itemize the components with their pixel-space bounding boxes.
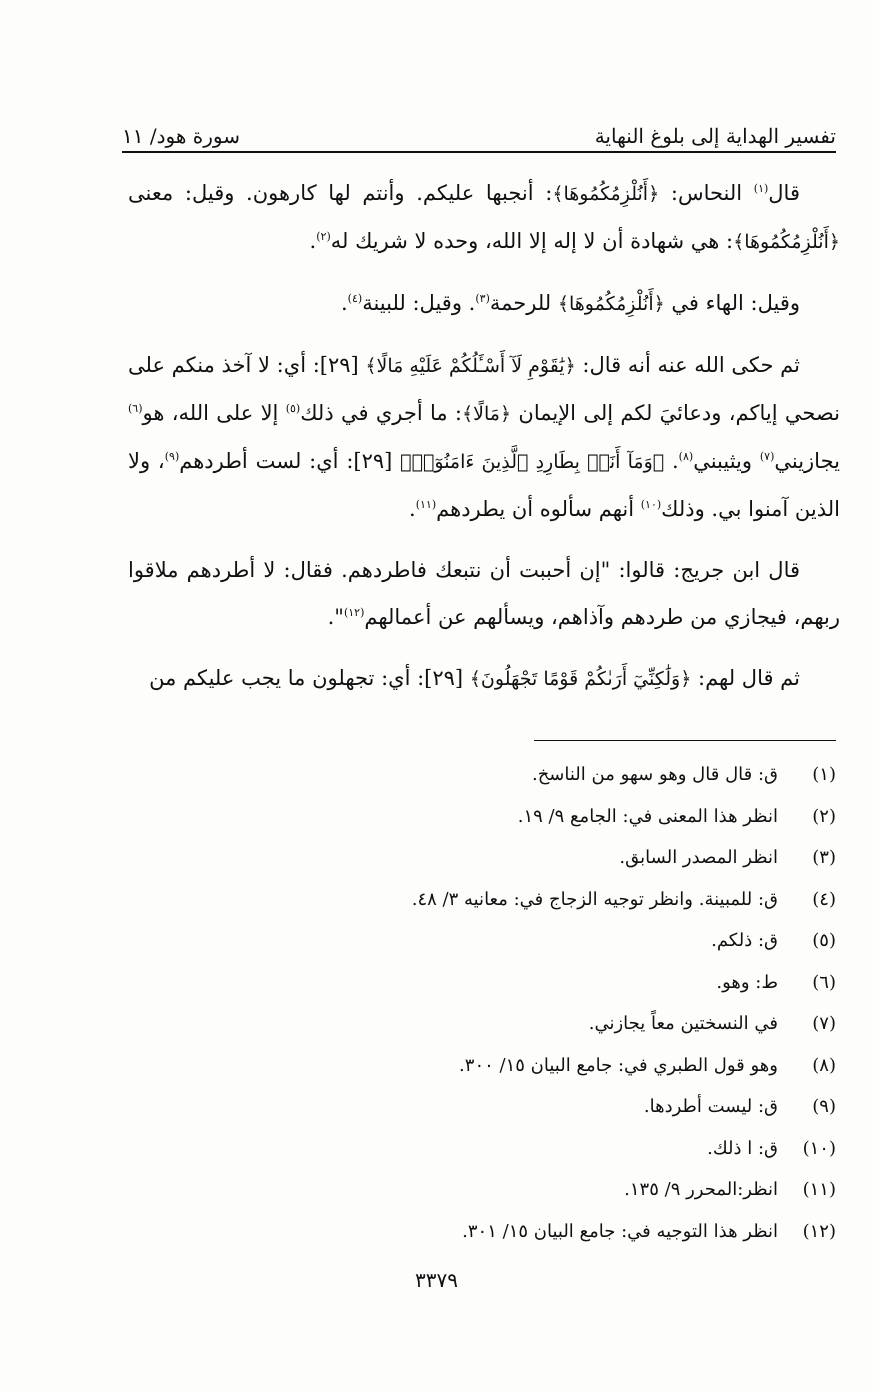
quran-quote: ﴿مَالًا﴾ — [462, 403, 512, 425]
quran-quote: ﴿أَنُلْزِمُكُمُوهَا﴾ — [552, 183, 660, 205]
footnote-number: (١) — [812, 764, 836, 785]
text-run: [٢٩]: أي: لا آخذ منكم على نصحي إياكم، ودعائيَ لكم إلى الإيمان — [128, 353, 840, 425]
footnote-number: (١١) — [802, 1179, 836, 1200]
text-run: : ما أجري في ذلك — [300, 401, 463, 425]
quran-quote: ﴿أَنُلْزِمُكُمُوهَا﴾ — [733, 231, 840, 253]
footnote-item — [200, 1175, 836, 1217]
quran-quote: ﴿وَمَآ أَنَا۠ بِطَارِدِ ٱلَّذِينَ ءَامَنُوٓا۟﴾ — [400, 451, 665, 473]
paragraph-1 — [128, 170, 840, 266]
text-run: : هي شهادة أن لا إله إلا الله، وحده لا شريك له — [330, 229, 734, 253]
running-header — [122, 112, 836, 148]
text-run: . — [409, 497, 416, 521]
footnote-item — [200, 1051, 836, 1093]
footnote-item — [200, 1134, 836, 1176]
text-run: النحاس: — [659, 181, 754, 205]
footnote-ref: (٩) — [164, 450, 180, 463]
footnote-item — [200, 926, 836, 968]
footnote-text: ق: ذلكم. — [711, 930, 778, 951]
footnote-text: انظر هذا المعنى في: الجامع ٩/ ١٩. — [517, 805, 778, 827]
text-run: [٢٩]: أي: تجهلون ما يجب عليكم من — [149, 666, 470, 690]
book-title: تفسير الهداية إلى بلوغ النهاية — [594, 124, 836, 148]
footnotes-list — [200, 760, 836, 1258]
footnote-number: (١٠) — [802, 1137, 836, 1159]
text-run: ، ولا الذين آمنوا بي. وذلك — [128, 449, 840, 521]
text-run: [٢٩]: أي: لست أطردهم — [179, 449, 401, 473]
footnote-text: انظر:المحرر ٩/ ١٣٥. — [624, 1179, 778, 1200]
footnote-rule — [534, 740, 836, 741]
quran-quote: ﴿وَلَٰكِنِّيٓ أَرَىٰكُمْ قَوْمًا تَجْهَلُونَ﴾ — [469, 668, 692, 690]
footnote-ref: (٧) — [759, 450, 775, 463]
footnote-ref: (١٢) — [343, 606, 365, 619]
page-number: ٣٣٧٩ — [415, 1268, 458, 1292]
footnote-number: (٢) — [812, 805, 836, 827]
footnote-text: ق: ليست أطردها. — [643, 1096, 778, 1117]
quran-quote: ﴿يَٰقَوْمِ لَآ أَسْـَٔلُكُمْ عَلَيْهِ مَالًا﴾ — [365, 355, 576, 377]
footnote-ref: (١) — [753, 182, 769, 195]
footnote-ref: (٥) — [285, 402, 301, 415]
footnote-ref: (٨) — [678, 450, 694, 463]
footnote-text: ط: وهو. — [716, 971, 778, 993]
text-run: قال ابن جريج: قالوا: "إن أحببت أن نتبعك فاطردهم. فقال: لا أطردهم ملاقوا ربهم، فيجازي من طردهم وآذاهم، ويسألهم عن أعمالهم — [128, 558, 840, 629]
footnote-item — [200, 1092, 836, 1134]
footnote-text: في النسختين معاً يجازني. — [588, 1013, 778, 1034]
footnote-ref: (٢) — [316, 230, 331, 243]
main-text — [128, 170, 840, 709]
footnote-item — [200, 1217, 836, 1259]
text-run: ". — [327, 605, 344, 629]
text-run: ثم حكى الله عنه أنه قال: — [575, 353, 801, 377]
text-run: أنهم سألوه أن يطردهم — [436, 497, 641, 521]
header-rule — [122, 151, 836, 153]
text-run: إلا على الله، هو — [142, 401, 286, 425]
footnote-item — [200, 760, 836, 802]
footnote-item — [200, 843, 836, 885]
footnote-text: ق: قال قال وهو سهو من الناسخ. — [531, 764, 778, 785]
text-run: . — [664, 449, 679, 473]
footnote-number: (١٢) — [802, 1220, 836, 1242]
footnote-ref: (١١) — [415, 498, 437, 511]
footnote-item — [200, 802, 836, 844]
footnote-ref: (١٠) — [640, 498, 662, 511]
text-run: . — [309, 229, 317, 253]
footnote-text: انظر المصدر السابق. — [619, 847, 778, 868]
footnote-text: ق: للمبينة. وانظر توجيه الزجاج في: معانيه ٣/ ٤٨. — [411, 888, 778, 910]
text-run: . — [340, 291, 348, 315]
footnote-number: (٣) — [812, 847, 836, 868]
footnote-ref: (٤) — [347, 292, 363, 305]
text-run: ثم قال لهم: — [691, 666, 800, 690]
footnote-number: (٥) — [812, 930, 836, 951]
paragraph-5 — [128, 655, 840, 703]
paragraph-3 — [128, 342, 840, 533]
text-run: وقيل: الهاء في — [664, 291, 800, 315]
footnote-ref: (٦) — [128, 402, 143, 415]
footnote-number: (٧) — [812, 1013, 836, 1034]
footnote-item — [200, 968, 836, 1010]
footnote-ref: (٣) — [475, 292, 490, 305]
footnote-text: ق: ا ذلك. — [707, 1137, 778, 1159]
footnote-item — [200, 1009, 836, 1051]
footnote-number: (٩) — [812, 1096, 836, 1117]
surah-label: سورة هود/ ١١ — [122, 124, 240, 148]
text-run: يجازيني — [774, 449, 840, 473]
footnote-number: (٤) — [812, 888, 836, 910]
text-run: قال — [768, 181, 800, 205]
text-run: للرحمة — [489, 291, 558, 315]
footnote-text: انظر هذا التوجيه في: جامع البيان ١٥/ ٣٠١. — [462, 1220, 778, 1242]
footnote-number: (٨) — [812, 1054, 836, 1076]
text-run: ويثيبني — [693, 449, 760, 473]
quran-quote: ﴿أَنُلْزِمُكُمُوهَا﴾ — [557, 293, 665, 315]
paragraph-4 — [128, 547, 840, 641]
paragraph-2 — [128, 280, 840, 328]
text-run: : أنجبها عليكم. وأنتم لها كارهون. وقيل: معنى — [128, 181, 553, 205]
footnote-text: وهو قول الطبري في: جامع البيان ١٥/ ٣٠٠. — [459, 1054, 778, 1076]
text-run: . وقيل: للبينة — [362, 291, 476, 315]
footnote-number: (٦) — [812, 971, 836, 993]
footnote-item — [200, 885, 836, 927]
